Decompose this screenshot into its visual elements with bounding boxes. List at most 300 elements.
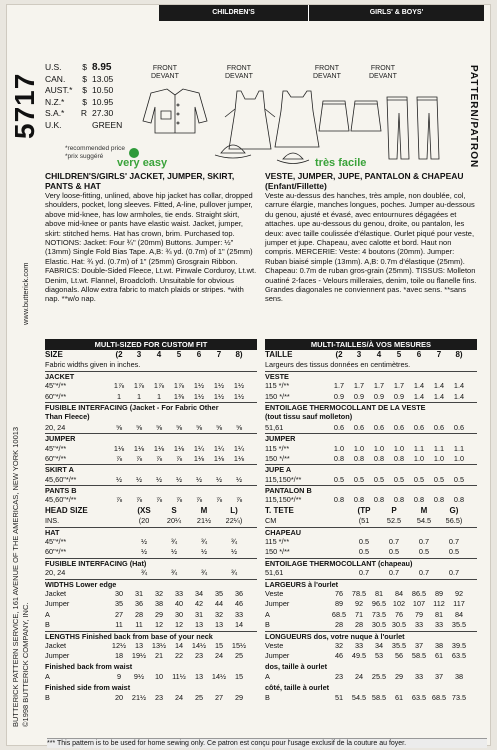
chart-cell: 9 [116,672,122,682]
chart-cell: 0.5 [393,474,405,484]
chart-cell: ⅞ [155,453,163,463]
chart-cell: 1.0 [333,443,345,453]
chart-cell: 1.7 [373,381,385,391]
pants-sketch-1 [387,97,409,159]
chart-cell: 1.7 [353,381,365,391]
pattern-envelope-back [6,4,491,746]
chart-cell: 0.9 [373,391,385,401]
spine-copyright: ©1998 BUTTERICK COMPANY, INC. [21,602,30,727]
chart-row [265,620,477,630]
chart-cell: 24 [354,672,364,682]
chart-cell: M [200,505,208,515]
chart-row-label: Jacket [45,588,67,598]
chart-cell: 11½ [172,672,186,682]
chart-cell: 24 [214,651,224,661]
yardage-chart-en [45,339,257,703]
chart-row-label: 115 */** [265,537,290,547]
chart-row [45,527,257,537]
description-en-title: CHILDREN'S/GIRLS' JACKET, JUMPER, SKIRT, PANTS & HAT [45,171,235,191]
chart-cell: 25.5 [371,672,387,682]
chart-row-label: ENTOILAGE THERMOCOLLANT (chapeau) [265,558,413,568]
chart-cell: 15 [214,640,224,650]
chart-cell: 0.5 [373,474,385,484]
chart-row-label: 150 */** [265,453,290,463]
chart-row-label: VESTE [265,371,289,381]
hat-sketch-2 [277,153,309,164]
chart-row [265,662,477,672]
chart-row-label: dos, taille à ourlet [265,661,328,671]
category-bar [159,5,484,21]
chart-cell: 1 [136,391,142,401]
chart-cell: 37 [434,672,444,682]
chart-cell: 1½ [213,391,225,401]
chart-cell: 107 [412,599,426,609]
jacket-sketch [143,89,207,133]
chart-cell: 0.5 [353,474,365,484]
chart-cell: ¾ [230,568,238,578]
chart-row-label: JUMPER [45,434,76,444]
chart-row-label: 115,150*/** [265,474,302,484]
chart-cell: 1⅜ [173,391,185,401]
footer-notice: *** This pattern is to be used for home sewing only. Ce patron est conçu pour l'usage exclusif de la couture au foyer. [47,738,487,748]
chart-row-label: CHAPEAU [265,527,302,537]
chart-cell: 1.0 [453,453,465,463]
chart-row-label: Veste [265,588,284,598]
chart-row [45,381,257,391]
chart-cell: L) [230,505,238,515]
chart-cell: 33 [434,620,444,630]
chart-cell: 1.4 [433,391,445,401]
chart-row [265,392,477,402]
chart-cell: 0.7 [418,568,430,578]
chart-cell: 1.4 [453,381,465,391]
chart-cell: 58.5 [371,692,387,702]
chart-cell: ⅞ [155,495,163,505]
chart-cell: 1¼ [213,443,225,453]
chart-row [265,610,477,620]
chart-row [45,506,257,516]
chart-row [45,662,257,672]
chart-row [265,516,477,526]
chart-cell: 14 [174,640,184,650]
description-en-body: Very loose-fitting, unlined, above hip jacket has collar, dropped shoulders, pocket, long sleeves. Fitted, A-line, pullover jumper, above mid-knee, has low armholes, tie ends. Straight skirt, above mid-knee or pants have elastic waist. Jacket, jumper, skirt: stitched hems. Hat has crown, brim. Purchased top. NOTIONS: Jacket: Four ¾" (20mm) Buttons. Jumper: ½" (13mm) Single Fold Bias Tape. A,B: ¾ yd. (0.7m) of 1" (25mm) Elastic. Hat: ¾ yd. (0.7m) of 1" (25mm) Grosgrain Ribbon. FABRICS: Double-Sided Fleece, Lt.wt. Pinwale Corduroy, Lt.wt. Denim, Lt.wt. Flannel, Broadcloth. Unsuitable for obvious diagonals. Allow extra fabric to match plaids or stripes. *with nap. **w/o nap. [45,191,257,304]
chart-row-label: INS. [45,516,60,526]
chart-cell: 46 [234,599,244,609]
price-row: S.A.* R 27.30 [45,108,114,118]
chart-cell: 1½ [193,391,205,401]
chart-cell: 1.0 [393,443,405,453]
chart-cell: 0.5 [448,547,460,557]
chart-cell: 0.8 [413,495,425,505]
chart-cell: ⅝ [215,422,223,432]
chart-cell: 20 [114,692,124,702]
chart-row-label: 115 */** [265,381,290,391]
chart-row [45,672,257,682]
chart-row-label: A [265,672,270,682]
chart-cell: 14 [234,620,244,630]
chart-cell: 21½ [196,516,212,526]
chart-cell: 0.6 [373,422,385,432]
chart-cell: 13 [134,640,144,650]
chart-cell: 1¼ [193,443,205,453]
chart-cell: ⅝ [175,422,183,432]
chart-cell: ⅞ [115,495,123,505]
chart-cell: 1.4 [413,381,425,391]
chart-cell: 1.4 [453,391,465,401]
chart-cell: 1.1 [433,443,445,453]
chart-row [45,568,257,578]
category-children: CHILDREN'S [159,5,309,21]
pants-sketch-2 [417,97,439,159]
chart-cell: 51 [334,692,344,702]
chart-row-label: 51,61 [265,568,284,578]
chart-row [265,527,477,537]
pattern-number: 5717 [9,72,40,139]
chart-cell: 32 [154,588,164,598]
chart-row [45,558,257,568]
chart-row-label: Finished back from waist [45,661,133,671]
chart-cell: ½ [135,474,143,484]
chart-cell: 7 [216,350,222,359]
chart-row [265,475,477,485]
figure-label-jacket: FRONT DEVANT [151,65,179,80]
chart-cell: 22 [174,651,184,661]
chart-cell: 79 [414,609,424,619]
chart-cell: 3 [136,350,142,359]
chart-cell: 14½ [191,640,207,650]
spine-web: www.butterick.com [21,262,30,325]
chart-row [265,651,477,661]
chart-cell: 78.5 [351,588,367,598]
chart-cell: 1⅞ [133,381,145,391]
chart-row-label: Jacket [45,640,67,650]
chart-cell: 9½ [133,672,145,682]
chart-row-label: 51,61 [265,422,284,432]
chart-cell: 86.5 [411,588,427,598]
chart-row [45,651,257,661]
chart-row [45,641,257,651]
skirt-sketch-1 [319,101,349,131]
chart-cell: 0.7 [388,568,400,578]
chart-cell: 4 [156,350,162,359]
chart-cell: 0.5 [433,474,445,484]
chart-cell: 0.8 [353,495,365,505]
chart-cell: P [391,505,397,515]
chart-cell: 27 [114,609,124,619]
chart-cell: S [171,505,177,515]
chart-cell: M [420,505,428,515]
chart-row-label: 60"*/** [45,547,67,557]
chart-row-label: B [265,692,270,702]
chart-cell: 1¼ [233,443,245,453]
chart-cell: 0.6 [453,422,465,432]
chart-cell: 1½ [233,391,245,401]
chart-row [265,464,477,474]
chart-row-label: JUPE A [265,465,292,475]
chart-cell: ½ [140,537,148,547]
chart-cell: ⅞ [175,453,183,463]
chart-row [265,599,477,609]
chart-cell: 1.7 [393,381,405,391]
chart-cell: 0.6 [413,422,425,432]
chart-row [265,506,477,516]
figure-label-pants: FRONT DEVANT [369,65,397,80]
chart-cell: 89 [434,588,444,598]
chart-row-label: PANTS B [45,486,77,496]
chart-cell: 32 [214,609,224,619]
chart-cell: 23 [194,651,204,661]
chart-cell: 0.8 [453,495,465,505]
chart-cell: 3 [356,350,362,359]
chart-row-label: Veste [265,640,284,650]
chart-cell: ⅝ [235,422,243,432]
chart-cell: 39.5 [451,640,467,650]
chart-row [45,693,257,703]
chart-row [45,464,257,474]
chart-cell: 44 [214,599,224,609]
chart-cell: 58.5 [411,651,427,661]
chart-row-label: côté, taille à ourlet [265,682,330,692]
chart-cell: ⅞ [195,495,203,505]
chart-row [265,693,477,703]
chart-cell: ½ [170,547,178,557]
chart-cell: 1.0 [373,443,385,453]
chart-cell: 13½ [151,640,167,650]
chart-cell: 63.5 [411,692,427,702]
chart-cell: ½ [200,547,208,557]
chart-row-label: 115 */** [265,443,290,453]
chart-cell: 8) [455,350,463,359]
chart-cell: 28 [134,609,144,619]
chart-row [45,589,257,599]
chart-cell: 22¼) [225,516,243,526]
chart-cell: 0.5 [358,547,370,557]
chart-row [265,381,477,391]
chart-cell: 0.8 [393,495,405,505]
chart-row [265,568,477,578]
chart-cell: 21½ [131,692,147,702]
chart-cell: 7 [436,350,442,359]
chart-row [45,412,257,422]
chart-cell: 35 [214,588,224,598]
chart-row-label: Jumper [265,651,290,661]
chart-row-label: 45"*/** [45,381,67,391]
chart-cell: ½ [140,547,148,557]
chart-cell: ⅞ [215,495,223,505]
chart-cell: ⅝ [115,422,123,432]
chart-cell: 12 [154,620,164,630]
chart-row [45,495,257,505]
chart-row [45,350,257,360]
chart-cell: 1⅛ [233,453,245,463]
chart-cell: 1⅛ [193,453,205,463]
chart-row-label: FUSIBLE INTERFACING (Jacket - For Fabric Other [45,402,219,412]
chart-cell: 0.8 [393,453,405,463]
chart-cell: 28 [334,620,344,630]
chart-row-label: SKIRT A [45,465,74,475]
chart-cell: ½ [155,474,163,484]
chart-cell: 23 [334,672,344,682]
chart-row-label: Finished side from waist [45,682,131,692]
chart-cell: 13 [214,620,224,630]
chart-row-label: A [45,672,50,682]
chart-cell: 53 [374,651,384,661]
chart-cell: 14½ [211,672,227,682]
chart-cell: 31 [194,609,204,619]
chart-cell: ⅞ [135,495,143,505]
chart-cell: ⅞ [135,453,143,463]
chart-cell: ¾ [200,537,208,547]
chart-row [45,579,257,589]
chart-row-label: HAT [45,527,60,537]
chart-cell: 0.8 [353,453,365,463]
chart-row [265,537,477,547]
chart-row [265,412,477,422]
chart-cell: 1½ [233,381,245,391]
chart-cell: 18 [114,651,124,661]
chart-row [265,402,477,412]
chart-cell: 38 [454,672,464,682]
chart-cell: 84 [454,609,464,619]
chart-cell: 0.9 [333,391,345,401]
chart-row [45,454,257,464]
chart-cell: ⅝ [155,422,163,432]
chart-cell: 5 [396,350,402,359]
chart-row-label: FUSIBLE INTERFACING (Hat) [45,558,147,568]
chart-cell: (2 [115,350,123,359]
chart-cell: 56.5) [445,516,463,526]
chart-row [45,547,257,557]
chart-row-label: TAILLE [265,350,293,359]
chart-cell: ¾ [200,568,208,578]
chart-row [45,360,257,370]
chart-cell: 84 [394,588,404,598]
chart-cell: 30.5 [371,620,387,630]
chart-cell: 61 [394,692,404,702]
chart-row-label: 45,60"*/** [45,474,77,484]
chart-row-label: Jumper [45,651,70,661]
chart-cell: 76 [334,588,344,598]
chart-row-label: LENGTHS Finished back from base of your neck [45,631,213,641]
chart-row-label: 60"*/** [45,453,67,463]
chart-row-label: 150 */** [265,547,290,557]
chart-cell: 1⅛ [213,453,225,463]
chart-cell: 1.4 [433,381,445,391]
chart-row-label: A [265,609,270,619]
chart-cell: 1.4 [413,391,425,401]
chart-row [265,495,477,505]
chart-cell: 0.6 [393,422,405,432]
chart-cell: ½ [195,474,203,484]
chart-cell: 0.5 [413,474,425,484]
chart-row-label: JUMPER [265,434,296,444]
chart-row [265,672,477,682]
chart-cell: 0.7 [448,568,460,578]
chart-cell: 112 [433,599,445,609]
difficulty-en: very easy [117,157,168,169]
chart-row-label: B [45,692,50,702]
chart-cell: 46 [334,651,344,661]
chart-cell: 35 [114,599,124,609]
chart-cell: 1⅛ [113,443,125,453]
chart-cell: 4 [376,350,382,359]
chart-cell: ⅞ [175,495,183,505]
chart-cell: 42 [194,599,204,609]
hat-sketch-1 [215,145,251,158]
chart-cell: 0.5 [418,547,430,557]
chart-cell: ½ [230,547,238,557]
price-row: U.S. $ 8.95 [45,62,112,73]
chart-cell: 1 [156,391,162,401]
chart-row-label: 150 */** [265,391,290,401]
chart-cell: 1⅞ [173,381,185,391]
chart-row-label: 20, 24 [45,422,66,432]
chart-cell: 23 [154,692,164,702]
chart-row [45,392,257,402]
chart-cell: 0.8 [373,495,385,505]
chart-row-label: B [45,620,50,630]
chart-row-label: 45"*/** [45,443,67,453]
chart-cell: 32 [334,640,344,650]
chart-cell: 34 [374,640,384,650]
chart-row [265,631,477,641]
chart-cell: 1.1 [413,443,425,453]
chart-cell: 13 [194,620,204,630]
chart-row [265,360,477,370]
price-list [45,62,130,131]
chart-cell: 27 [214,692,224,702]
chart-cell: 73.5 [451,692,467,702]
chart-row [45,631,257,641]
chart-cell: 15 [234,672,244,682]
chart-cell: G) [449,505,459,515]
chart-cell: 102 [392,599,406,609]
spine-company: BUTTERICK PATTERN SERVICE, 161 AVENUE OF THE AMERICAS, NEW YORK 10013 [11,426,20,727]
chart-cell: 1.1 [453,443,465,453]
chart-cell: 36 [234,588,244,598]
price-row: CAN. $ 13.05 [45,73,114,84]
chart-cell: 1⅛ [133,443,145,453]
chart-row [45,475,257,485]
chart-row-label: Jumper [265,599,290,609]
chart-cell: 1.7 [333,381,345,391]
chart-cell: 33 [354,640,364,650]
chart-row-label: LARGEURS à l'ourlet [265,579,339,589]
chart-row [45,599,257,609]
chart-cell: 33 [414,620,424,630]
chart-cell: 0.6 [433,422,445,432]
chart-row [265,454,477,464]
chart-row-label: Jumper [45,599,70,609]
chart-cell: 1⅛ [153,443,165,453]
chart-cell: ⅞ [115,453,123,463]
chart-cell: 30.5 [391,620,407,630]
chart-cell: ½ [235,474,243,484]
chart-cell: 33 [234,609,244,619]
chart-row [45,444,257,454]
figure-label-jumper: FRONT DEVANT [225,65,253,80]
chart-row-label: 115,150*/** [265,495,302,505]
chart-cell: 0.7 [448,537,460,547]
chart-cell: (51 [358,516,370,526]
chart-row [265,641,477,651]
description-fr [265,171,477,304]
chart-cell: 1⅞ [113,381,125,391]
price-row: U.K. GREEN [45,119,123,130]
chart-cell: 13 [194,672,204,682]
chart-row-label: T. TETE [265,505,294,515]
chart-cell: 5 [176,350,182,359]
